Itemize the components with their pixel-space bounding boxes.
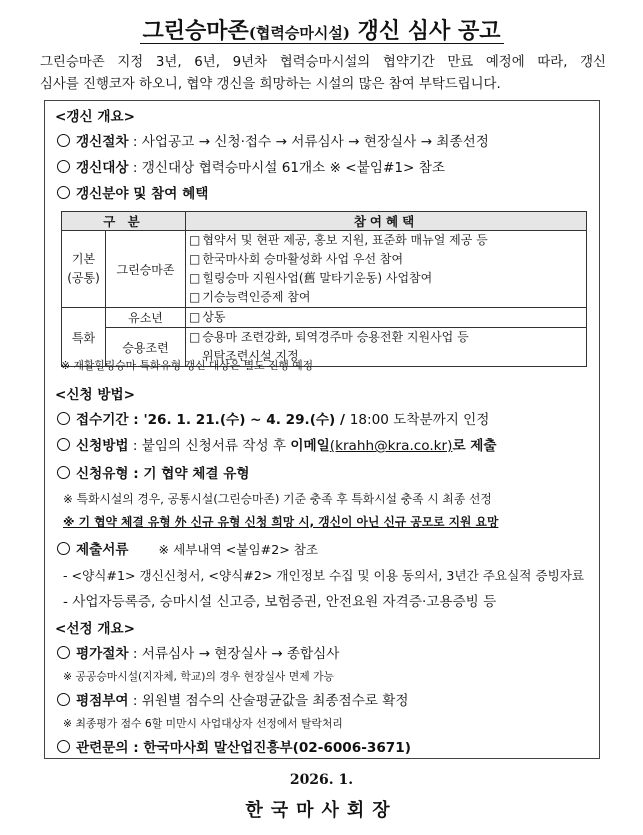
page-title: 그린승마존(협력승마시설) 갱신 심사 공고 <box>142 18 501 44</box>
table-note: ※ 재활힐링승마 특화유형 갱신 대상은 별도 진행 예정 <box>61 359 314 372</box>
target-item: 갱신대상 : 갱신대상 협력승마시설 61개소 ※ <붙임#1> 참조 <box>57 156 445 176</box>
circle-bullet-icon <box>57 646 70 659</box>
circle-bullet-icon <box>57 160 70 173</box>
notice-box <box>44 100 600 759</box>
period-item: 접수기간 : '26. 1. 21.(수) ~ 4. 29.(수) / 18:00 도착분까지 인정 <box>57 408 489 428</box>
basic-benefits-cell <box>186 231 587 308</box>
special-group-cell: 특화 <box>62 308 106 367</box>
signer-name: 한국마사회장 <box>245 800 398 821</box>
eval-note: ※ 공공승마시설(지자체, 학교)의 경우 현장실사 면제 가능 <box>63 670 334 683</box>
youth-name-cell: 유소년 <box>106 308 186 328</box>
announcement-date: 2026. 1. <box>289 772 354 788</box>
basic-group-cell: 기본 (공통) <box>62 231 106 308</box>
title-underline <box>140 43 504 44</box>
circle-bullet-icon <box>57 542 70 555</box>
score-item: 평점부여 : 위원별 점수의 산술평균값을 최종점수로 확정 <box>57 689 409 709</box>
table-row: 위탁조련시설 지정 <box>202 349 299 363</box>
table-header-category: 구 분 <box>62 212 186 231</box>
intro-line-2: 심사를 진행코자 하오니, 협약 갱신을 희망하는 시설의 많은 참여 부탁드립니다. <box>40 77 501 92</box>
email-link[interactable]: (krahh@kra.co.kr) <box>329 438 453 454</box>
circle-bullet-icon <box>57 438 70 451</box>
application-heading: <신청 방법> <box>55 387 136 403</box>
overview-heading: <갱신 개요> <box>55 109 136 125</box>
table-row: □ 기승능력인증제 참여 <box>189 288 583 307</box>
contact-item: 관련문의 : 한국마사회 말산업진흥부(02-6006-3671) <box>57 736 411 756</box>
type-warning: ※ 기 협약 체결 유형 外 신규 유형 신청 희망 시, 갱신이 아닌 신규 공모로 지원 요망 <box>63 515 499 529</box>
type-note: ※ 특화시설의 경우, 공통시설(그린승마존) 기준 충족 후 특화시설 충족 시 최종 선정 <box>63 492 492 506</box>
method-item: 신청방법 : 붙임의 신청서류 작성 후 이메일(krahh@kra.co.kr)로 제출 <box>57 434 497 454</box>
field-item: 갱신분야 및 참여 혜택 <box>57 182 208 202</box>
circle-bullet-icon <box>57 693 70 706</box>
circle-bullet-icon <box>57 466 70 479</box>
intro-paragraph <box>40 52 606 96</box>
type-item: 신청유형 : 기 협약 체결 유형 <box>57 462 250 482</box>
score-note: ※ 최종평가 점수 6할 미만시 사업대상자 선정에서 탈락처리 <box>63 717 343 730</box>
benefit-table <box>61 211 587 367</box>
circle-bullet-icon <box>57 134 70 147</box>
table-row: □ 승용마 조련강화, 퇴역경주마 승용전환 지원사업 등 <box>189 328 583 347</box>
table-row: □ 협약서 및 현판 제공, 홍보 지원, 표준화 매뉴얼 제공 등 <box>189 231 583 250</box>
basic-name-cell: 그린승마존 <box>106 231 186 308</box>
eval-item: 평가절차 : 서류심사 → 현장실사 → 종합심사 <box>57 642 339 662</box>
docs-item: 제출서류 ※ 세부내역 <붙임#2> 참조 <box>57 538 318 558</box>
procedure-item: 갱신절차 : 사업공고 → 신청·접수 → 서류심사 → 현장실사 → 최종선정 <box>57 130 489 150</box>
circle-bullet-icon <box>57 186 70 199</box>
table-header-benefit: 참여혜택 <box>186 212 587 231</box>
training-name-cell: 승용조련 <box>106 328 186 367</box>
intro-line-1: 그린승마존 지정 3년, 6년, 9년차 협력승마시설의 협약기간 만료 예정에 따라, 갱신 <box>40 55 606 70</box>
docs-line-1: - <양식#1> 갱신신청서, <양식#2> 개인정보 수집 및 이용 동의서, 3년간 주요실적 증빙자료 <box>63 568 585 583</box>
circle-bullet-icon <box>57 740 70 753</box>
selection-heading: <선정 개요> <box>55 621 136 637</box>
youth-benefit-cell <box>186 308 587 328</box>
docs-line-2: - 사업자등록증, 승마시설 신고증, 보험증권, 안전요원 자격증·고용증빙 등 <box>63 594 497 610</box>
table-row: □ 상동 <box>189 308 583 327</box>
circle-bullet-icon <box>57 412 70 425</box>
table-row: □ 한국마사회 승마활성화 사업 우선 참여 <box>189 250 583 269</box>
table-row: □ 힐링승마 지원사업(舊 말타기운동) 사업참여 <box>189 269 583 288</box>
